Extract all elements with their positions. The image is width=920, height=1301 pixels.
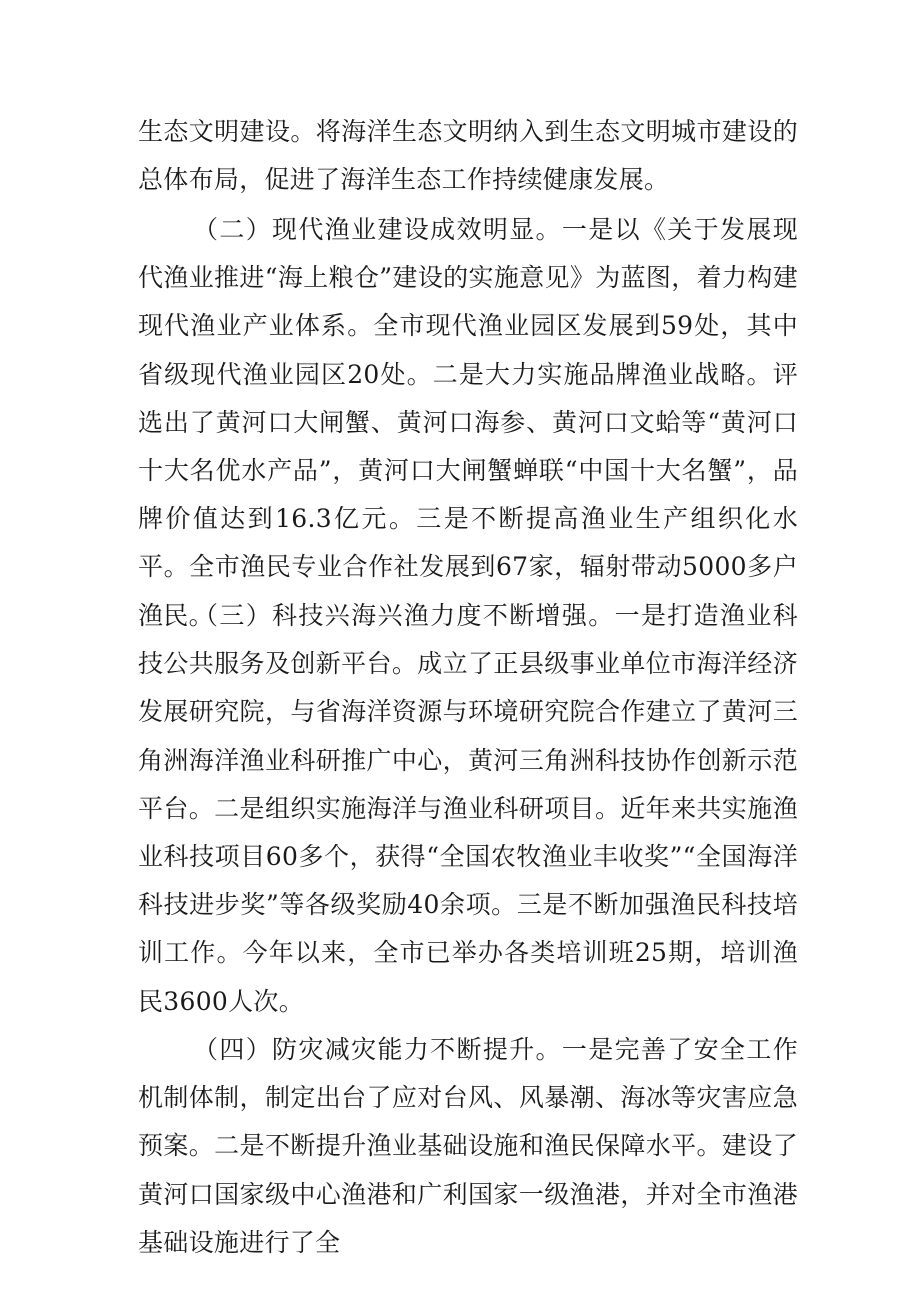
paragraph-disaster-prevention: （四）防灾减灾能力不断提升。一是完善了安全工作机制体制，制定出台了应对台风、风暴潮、海冰等灾害应急预案。二是不断提升渔业基础设施和渔民保障水平。建设了黄河口国家级中心渔港和广利国家一级渔港，并对全市渔港基础设施进行了全 [138,1035,798,1257]
paragraph-science-technology: （三）科技兴海兴渔力度不断增强。一是打造渔业科技公共服务及创新平台。成立了正县级事业单位市海洋经济发展研究院，与省海洋资源与环境研究院合作建立了黄河三角洲海洋渔业科研推广中心，黄河三角洲科技协作创新示范平台。二是组织实施海洋与渔业科研项目。近年来共实施渔业科技项目60多个，获得“全国农牧渔业丰收奖”“全国海洋科技进步奖”等各级奖励40余项。三是不断加强渔民科技培训工作。今年以来，全市已举办各类培训班25期，培训渔民3600人次。 [138,601,798,1016]
paragraph-modern-fishery: （二）现代渔业建设成效明显。一是以《关于发展现代渔业推进“海上粮仓”建设的实施意见》为蓝图，着力构建现代渔业产业体系。全市现代渔业园区发展到59处，其中省级现代渔业园区20处。二是大力实施品牌渔业战略。评选出了黄河口大闸蟹、黄河口海参、黄河口文蛤等“黄河口十大名优水产品”，黄河口大闸蟹蝉联“中国十大名蟹”，品牌价值达到16.3亿元。三是不断提高渔业生产组织化水平。全市渔民专业合作社发展到67家，辐射带动5000多户渔民。 [138,215,798,630]
paragraph-continuation: 生态文明建设。将海洋生态文明纳入到生态文明城市建设的总体布局，促进了海洋生态工作持续健康发展。 [138,117,798,195]
